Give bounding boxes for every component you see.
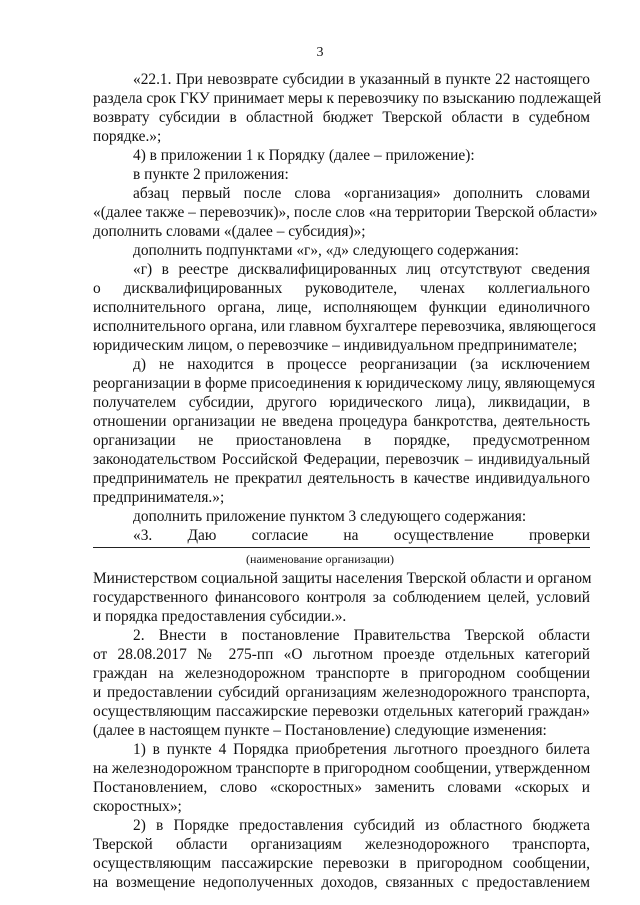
text-line: и порядка предоставления субсидии.». [93, 608, 347, 625]
text-line: граждан на железнодорожном транспорте в пригородном сообщении [93, 665, 590, 682]
text-line: исполнительного органа, лице, исполняющем функции единоличного [93, 299, 590, 316]
text-line: «(далее также – перевозчик)», после слов «на территории Тверской области» [93, 204, 598, 221]
text-line: «3. Даю согласие на осуществление проверки [133, 527, 590, 544]
text-line: 2. Внести в постановление Правительства Тверской области [133, 627, 590, 644]
text-line: на возмещение недополученных доходов, связанных с предоставлением [93, 874, 590, 891]
text-line: в пункте 2 приложения: [133, 166, 289, 183]
text-line: д) не находится в процессе реорганизации (за исключением [133, 356, 590, 373]
text-line: Министерством социальной защиты населения Тверской области и органом [93, 570, 592, 587]
text-line: законодательством Российской Федерации, перевозчик – индивидуальный [93, 451, 590, 468]
text-line: «г) в реестре дисквалифицированных лиц отсутствуют сведения [133, 261, 590, 278]
text-line: Тверской области организациям железнодорожного транспорта, [93, 836, 590, 853]
text-line: от 28.08.2017 № 275-пп «О льготном проезде отдельных категорий [93, 646, 590, 663]
text-line: скоростных»; [93, 798, 182, 815]
text-line: «22.1. При невозврате субсидии в указанный в пункте 22 настоящего [133, 71, 590, 88]
text-line: о дисквалифицированных руководителе, членах коллегиального [93, 280, 590, 297]
text-line: возврату субсидии в областной бюджет Тверской области в судебном [93, 109, 590, 126]
text-line: получателем субсидии, другого юридического лица), ликвидации, в [93, 394, 590, 411]
blank-fill-line [93, 547, 590, 548]
text-line: 1) в пункте 4 Порядка приобретения льготного проездного билета [133, 741, 590, 758]
text-line: на железнодорожном транспорте в пригородном сообщении, утвержденном [93, 760, 591, 777]
text-line: раздела срок ГКУ принимает меры к перевозчику по взысканию подлежащей [93, 90, 602, 107]
text-line: предпринимателя.»; [93, 489, 225, 506]
text-line: исполнительного органа, или главном бухгалтере перевозчика, являющегося [93, 318, 596, 335]
text-line: Постановлением, слово «скоростных» заменить словами «скорых и [93, 779, 590, 796]
text-line: (далее в настоящем пункте – Постановление) следующие изменения: [93, 722, 547, 739]
text-line: реорганизации в форме присоединения к юридическому лицу, являющемуся [93, 375, 596, 392]
text-line: юридическим лицом, о перевозчике – индивидуальном предпринимателе; [93, 337, 578, 354]
text-line: абзац первый после слова «организация» дополнить словами [133, 185, 590, 202]
page-number: 3 [316, 45, 324, 60]
text-line: и предоставлении субсидий организациям железнодорожного транспорта, [93, 684, 590, 701]
blank-caption: (наименование организации) [246, 552, 394, 566]
text-line: порядке.»; [93, 128, 162, 145]
text-line: государственного финансового контроля за соблюдением целей, условий [93, 589, 590, 606]
text-line: дополнить подпунктами «г», «д» следующего содержания: [133, 242, 519, 259]
text-line: дополнить словами «(далее – субсидия)»; [93, 223, 366, 240]
text-line: отношении организации не введена процедура банкротства, деятельность [93, 413, 590, 430]
text-line: 4) в приложении 1 к Порядку (далее – приложение): [133, 147, 475, 164]
text-line: предприниматель не прекратил деятельность в качестве индивидуального [93, 470, 590, 487]
text-line: организации не приостановлена в порядке, предусмотренном [93, 432, 590, 449]
text-line: дополнить приложение пунктом 3 следующего содержания: [133, 508, 527, 525]
text-line: осуществляющим пассажирские перевозки отдельных категорий граждан» [93, 703, 590, 720]
text-line: осуществляющим пассажирские перевозки в пригородном сообщении, [93, 855, 590, 872]
text-line: 2) в Порядке предоставления субсидий из областного бюджета [133, 817, 590, 834]
